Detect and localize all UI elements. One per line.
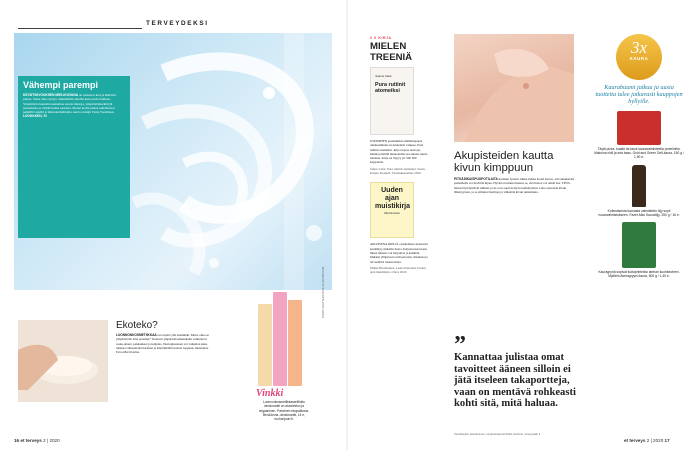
issue-number: 2 | 2020	[43, 438, 60, 443]
book-2-title: Uuden ajan muistikirja	[375, 187, 411, 210]
akupisteet-lead: PITKÄÄIKAISPUOPOTILAITA	[454, 177, 498, 181]
book-tag: 2 X KIRJA	[370, 36, 392, 40]
issue-number: 2 | 2020	[646, 438, 664, 443]
product-3	[594, 222, 684, 279]
section-label: TERVEYDEKSI	[146, 20, 209, 27]
product-1-caption: Täytä pizza, toastit tai tacot kauravalmisteella proteiinilla. Makuina chili ja sea bass. Gold and Green Dell-kaura, 150 g / 1,90 e.	[594, 146, 684, 160]
akupisteet-text: hoitanut fysiatri Jukka-Pekka Kouri kertoo, että akupisteitä painamalla voi lievittää kipua. Hyvää on muun muassa se, että hoitoa voi tehdä itse. TENS-laitteet hyödyntävät sähköä, ja ne ovat sopivia myös kotikäyttöön. Laite asetetaan kivun läheisyyteen, ja se stimuloi hermoja ja vähentää kivun tuntemusta.	[454, 177, 574, 194]
product-1-image	[617, 111, 661, 145]
vinkki-title: Vinkki	[256, 388, 284, 399]
kaura-column	[594, 34, 684, 279]
book-1-credit: James Clear: Pura rutiinit atomeiksi. Suom. Kasper Koskela. Tuumakustannus 2020.	[370, 166, 426, 176]
cream-jar-photo	[18, 320, 108, 402]
acupressure-photo	[454, 34, 574, 142]
kaura-badge-number: 3x	[630, 38, 648, 57]
book-column	[370, 36, 428, 274]
book-1-title: Pura rutiinit atomeiksi	[375, 82, 406, 94]
folio-number: 17	[664, 438, 670, 443]
photo-credit: KUVAT: SHUTTERSTOCK JA VALMISTAJAT	[322, 266, 325, 318]
pull-quote: Kannattaa julistaa omat tavoitteet ääneen silloin ei jätä itseleen takaportteja, vaan on mentävä rohkeasti kohti sitä, mitä haluaa.	[454, 352, 576, 410]
book-2-text: AIKUISENA KIELIÄ opiskellessa tietoisesti kerääntyy muistiin tietoa. Kirjassa kerrotaan, miten muistia voi harjoittaa ja kehittää. Muistin ylläpitoon tarvitaan unta, liikuntaa ja terveellistä ruokavaliota.	[370, 242, 428, 264]
info-box-signature: LUOKKKEN, SI	[23, 114, 47, 119]
quote-credit: Tavoitteiden asettaminen, psykoterapeutti Päivi Grahnin, terveystalo.fi	[454, 432, 541, 436]
magazine-name: et terveys	[624, 438, 646, 443]
akupisteet-title: Akupisteiden kautta kivun kimppuun	[454, 150, 554, 175]
ekoteko-lead: LUONNONKOSMETIIKKAA	[116, 333, 157, 337]
info-box-text: on tuoksuva koti ja kiiltävät pinnat. Sama tulos syntyy vähemmillä aineilla kuin usein luullaan. Ympäristön kannalta kannattaa suosia mietoja, ympäristömerkittyjä pesuaineita ja välttää turhia tuotteita. Monet kodin pinnat puhdistuvat pelkällä vedellä ja mikrokuituliinalla, kertoo tutkija Tuula Tuominen.	[23, 93, 116, 115]
kaura-intro: Kaurabuumi jatkuu ja uusia tuotteita tulee jatkuvasti kauppojen hyllyille.	[595, 84, 683, 106]
product-3-image	[622, 222, 656, 268]
deodorant-photo	[256, 292, 308, 386]
left-page	[0, 0, 346, 450]
footer-right	[624, 438, 670, 443]
product-1	[594, 111, 684, 160]
vinkki-body: Luonnonkosmetiikkasertifioitu deodorantti on alumiiniton ja vegaaninen. Pahvinen ekopakkaus. Ben&Anna -deodorantti, 14 e, ruohonjuuri.fi.	[258, 400, 310, 422]
info-box-body	[23, 93, 125, 119]
book-cover-2	[370, 182, 414, 238]
folio-number: 16	[14, 438, 20, 443]
info-box	[18, 76, 130, 238]
ekoteko-text: on tarjolla yhä enemmän. Mutta onko se ympäristölle aina parempi? Tuotteen ympäristövaikutuksiin vaikuttavat raaka-aineet, pakkaukset ja kuljetus. Ekologisuuteen voi vaikuttaa kuka tahansa valitsemalla harkiten ja käyttämällä tuotteet loppuun, muistuttaa Eeva-Mari Karine.	[116, 333, 209, 355]
book-2-subtitle: Ulla Kinnunen	[383, 212, 401, 216]
magazine-name: et terveys	[20, 438, 42, 443]
section-rule	[18, 28, 142, 29]
info-box-title: Vähempi parempi	[23, 80, 99, 90]
book-cover-1	[370, 67, 414, 135]
book-1-text: USEIMPIEN paremmiksi elämäntapojen omaksuminen on tunnetusti vaikeaa. Pura rutiinit atomeiksi -kirja tarjoaa neuvoja, kuinka pienillä muutoksilla saa aikaan suuria tuloksia. Kirja on myyty yli 500 000 kappaletta.	[370, 139, 428, 165]
book-heading: MIELEN TREENIÄ	[370, 41, 413, 63]
product-3-caption: Kauragrynä sopivat kuituprinteiksi aterian kuohkeuteen. Myllärin Ateriagryyni kaura, 500 g / 1,40 e.	[598, 270, 680, 279]
kaura-badge	[616, 34, 662, 80]
ekoteko-title: Ekoteko?	[116, 320, 158, 331]
akupisteet-body	[454, 177, 574, 194]
footer-left	[14, 438, 60, 443]
product-2	[594, 165, 684, 218]
kaura-badge-label: KAURA	[629, 56, 649, 61]
info-box-lead: KEVÄTSIIVOUKSEN MIELIKUVANA	[23, 93, 79, 97]
book-2-credit: Minna Huotilainen, Leena Peltonen: Uuden ajan muistikirja. Otava 2020.	[370, 265, 426, 275]
ekoteko-body	[116, 333, 212, 354]
product-2-caption: Kotimaisesta kaurasta valmistettu öljy sopii ruoanvalmistukseen. Fazer Alku Kauraöljy, 250 g / 16 e.	[598, 208, 680, 217]
product-2-image	[632, 165, 646, 207]
right-page	[348, 0, 694, 450]
quote-mark: ”	[454, 332, 466, 358]
book-1-author: Jeanne Clear	[375, 74, 392, 78]
